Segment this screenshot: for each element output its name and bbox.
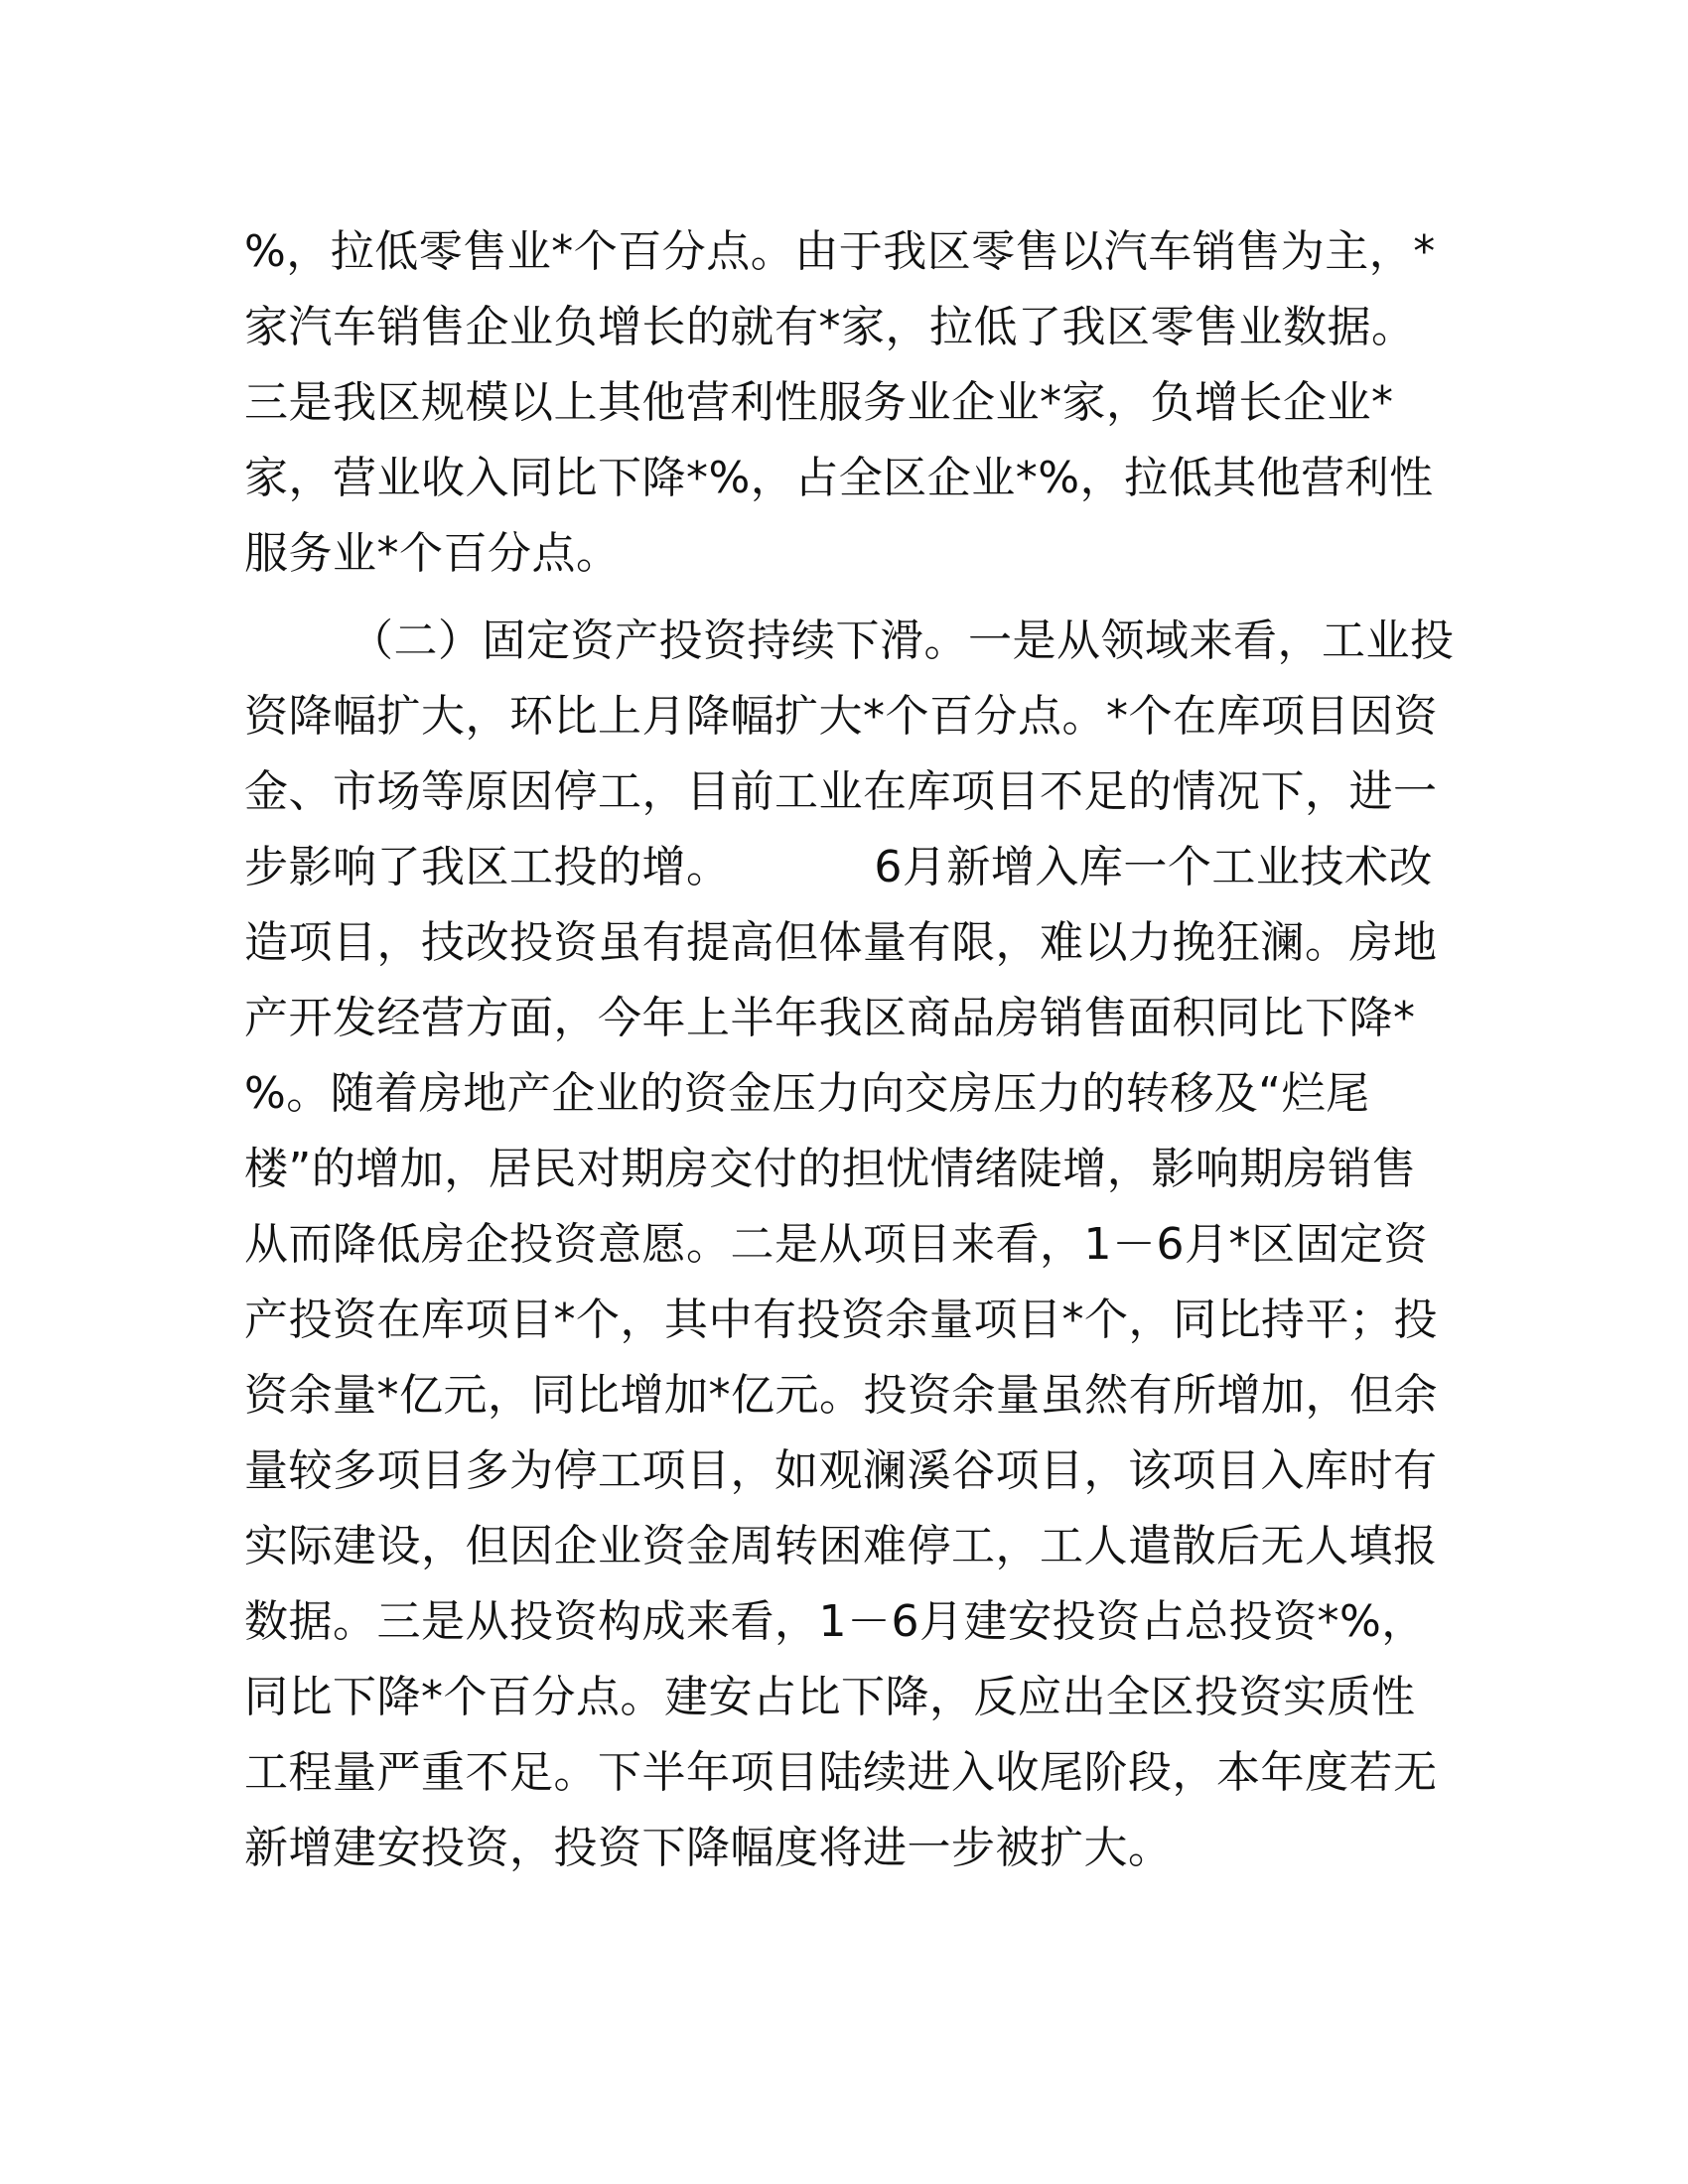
text-line: 资余量*亿元，同比增加*亿元。投资余量虽然有所增加，但余 (244, 1370, 1438, 1421)
text-line: 三是我区规模以上其他营利性服务业企业*家，负增长企业* (244, 377, 1394, 428)
text-line: 实际建设，但因企业资金周转困难停工，工人遣散后无人填报 (244, 1521, 1438, 1571)
text-line: 产开发经营方面，今年上半年我区商品房销售面积同比下降* (244, 993, 1416, 1043)
text-line: 造项目，技改投资虽有提高但体量有限，难以力挽狂澜。房地 (244, 917, 1438, 968)
text-line: 步影响了我区工投的增。 6月新增入库一个工业技术改 (244, 842, 1433, 892)
text-line: 服务业*个百分点。 (244, 528, 621, 579)
text-line: 新增建安投资，投资下降幅度将进一步被扩大。 (244, 1823, 1173, 1873)
text-line: 同比下降*个百分点。建安占比下降，反应出全区投资实质性 (244, 1672, 1416, 1722)
paragraph-heading-line: （二）固定资产投资持续下滑。一是从领域来看，工业投 (350, 615, 1455, 666)
text-line: %。随着房地产企业的资金压力向交房压力的转移及“烂尾 (244, 1068, 1370, 1119)
text-line: 家，营业收入同比下降*%，占全区企业*%，拉低其他营利性 (244, 453, 1434, 503)
text-line: 量较多项目多为停工项目，如观澜溪谷项目，该项目入库时有 (244, 1445, 1438, 1496)
text-line: 家汽车销售企业负增长的就有*家，拉低了我区零售业数据。 (244, 302, 1416, 352)
text-line: 数据。三是从投资构成来看，1－6月建安投资占总投资*%， (244, 1596, 1426, 1647)
text-line: 工程量严重不足。下半年项目陆续进入收尾阶段，本年度若无 (244, 1747, 1438, 1798)
text-line: 资降幅扩大，环比上月降幅扩大*个百分点。*个在库项目因资 (244, 691, 1438, 742)
text-line: 楼”的增加，居民对期房交付的担忧情绪陡增，影响期房销售 (244, 1144, 1417, 1194)
text-line: 从而降低房企投资意愿。二是从项目来看，1－6月*区固定资 (244, 1219, 1428, 1270)
text-line: %，拉低零售业*个百分点。由于我区零售以汽车销售为主，* (244, 226, 1436, 277)
text-line: 金、市场等原因停工，目前工业在库项目不足的情况下，进一 (244, 766, 1438, 817)
text-line: 产投资在库项目*个，其中有投资余量项目*个，同比持平；投 (244, 1295, 1438, 1345)
